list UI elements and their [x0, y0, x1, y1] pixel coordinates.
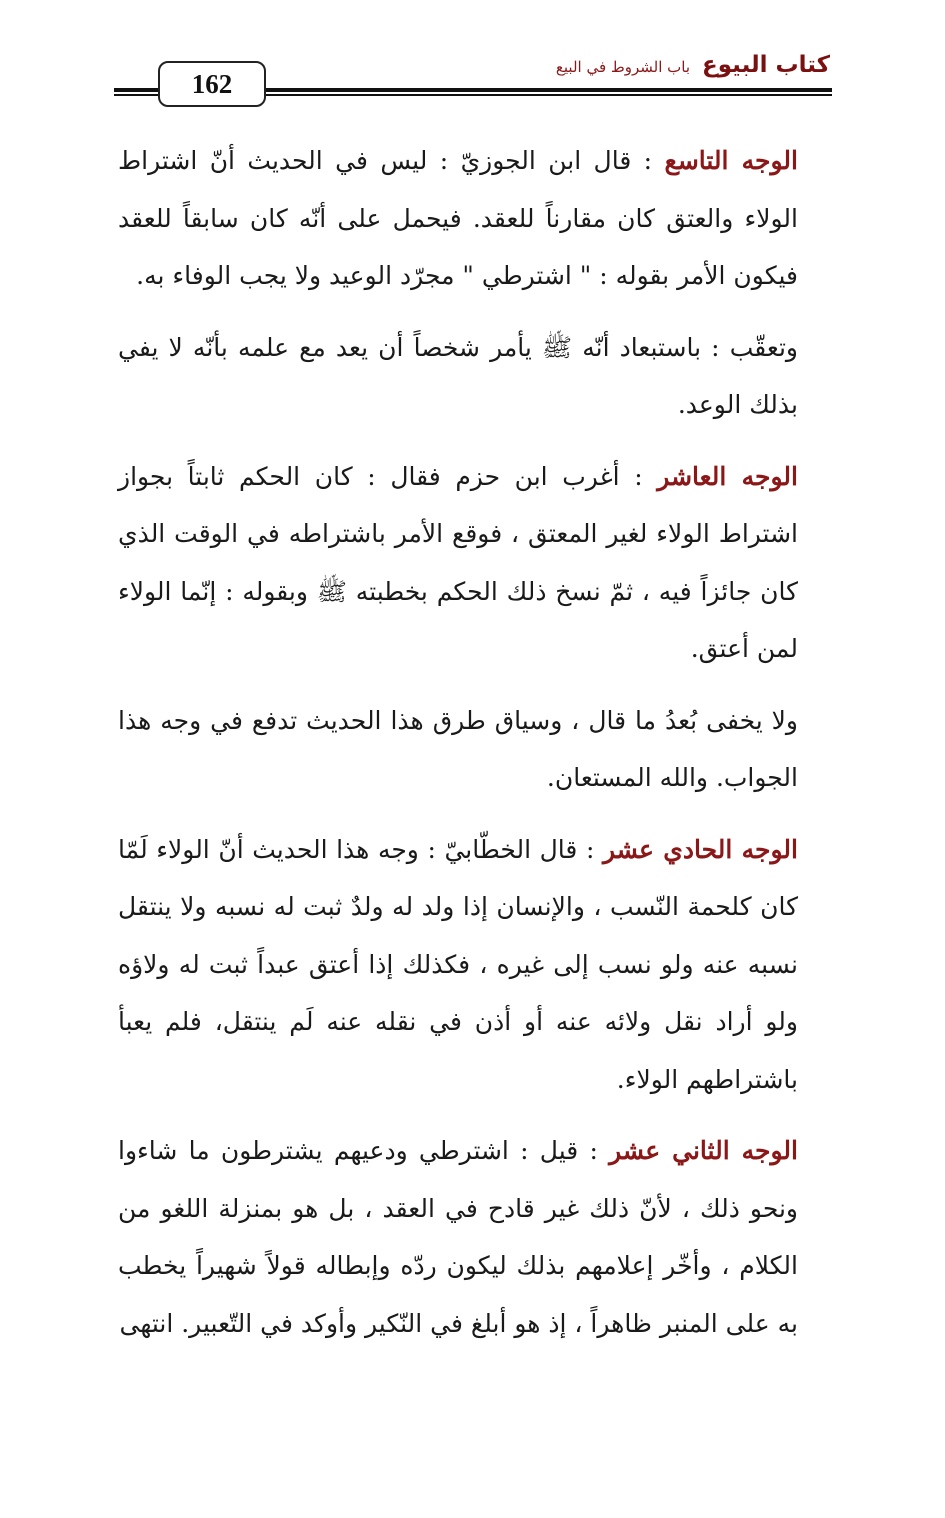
paragraph-wajh-12 [118, 1122, 830, 1352]
paragraph-text: : قيل : اشترطي ودعيهم يشترطون ما شاءوا ونحو ذلك ، لأنّ ذلك غير قادح في العقد ، بل هو بمنزلة اللغو من الكلام ، وأخّر إعلامهم بذلك ليكون ردّه وإبطاله قولاً شهيراً يخطب به على المنبر ظاهراً ، إذ هو أبلغ في النّكير وأوكد في التّعبير. انتهى [118, 1136, 798, 1338]
chapter-title: باب الشروط في البيع [555, 58, 691, 76]
running-title [556, 52, 830, 88]
section-heading: الوجه الثاني عشر [609, 1136, 798, 1165]
section-heading: الوجه العاشر [657, 461, 798, 491]
section-heading: الوجه الحادي عشر [602, 834, 798, 864]
paragraph-objection [118, 319, 830, 434]
paragraph-wajh-9 [118, 132, 830, 305]
paragraph-text: ولا يخفى بُعدُ ما قال ، وسياق طرق هذا الحديث تدفع في وجه هذا الجواب. والله المستعان. [118, 705, 798, 792]
page-number: 162 [158, 61, 266, 107]
paragraph-rebuttal [118, 692, 830, 807]
section-heading: الوجه التاسع [664, 146, 798, 175]
paragraph-text: وتعقّب : باستبعاد أنّه ﷺ يأمر شخصاً أن يعد مع علمه بأنّه لا يفي بذلك الوعد. [118, 332, 798, 419]
paragraph-text: : قال الخطّابيّ : وجه هذا الحديث أنّ الولاء لَمّا كان كلحمة النّسب ، والإنسان إذا ولد له ولدٌ ثبت له نسبه ولا ينتقل نسبه عنه ولو نسب إلى غيره ، فكذلك إذا أعتق عبداً ثبت له ولاؤه ولو أراد نقل ولائه عنه أو أذن في نقله عنه لَم ينتقل، فلم يعبأ باشتراطهم الولاء. [118, 834, 798, 1094]
page-header [114, 52, 832, 112]
paragraph-text: : أغرب ابن حزم فقال : كان الحكم ثابتاً بجواز اشتراط الولاء لغير المعتق ، فوقع الأمر باشتراطه في الوقت الذي كان جائزاً فيه ، ثمّ نسخ ذلك الحكم بخطبته ﷺ وبقوله : إنّما الولاء لمن أعتق. [118, 461, 798, 663]
page-body [118, 132, 830, 1366]
paragraph-text: : قال ابن الجوزيّ : ليس في الحديث أنّ اشتراط الولاء والعتق كان مقارناً للعقد. فيحمل على أنّه كان سابقاً للعقد فيكون الأمر بقوله : " اشترطي " مجرّد الوعيد ولا يجب الوفاء به. [118, 146, 798, 290]
paragraph-wajh-10 [118, 448, 830, 678]
paragraph-wajh-11 [118, 821, 830, 1109]
book-title: كتاب البيوع [702, 52, 830, 78]
